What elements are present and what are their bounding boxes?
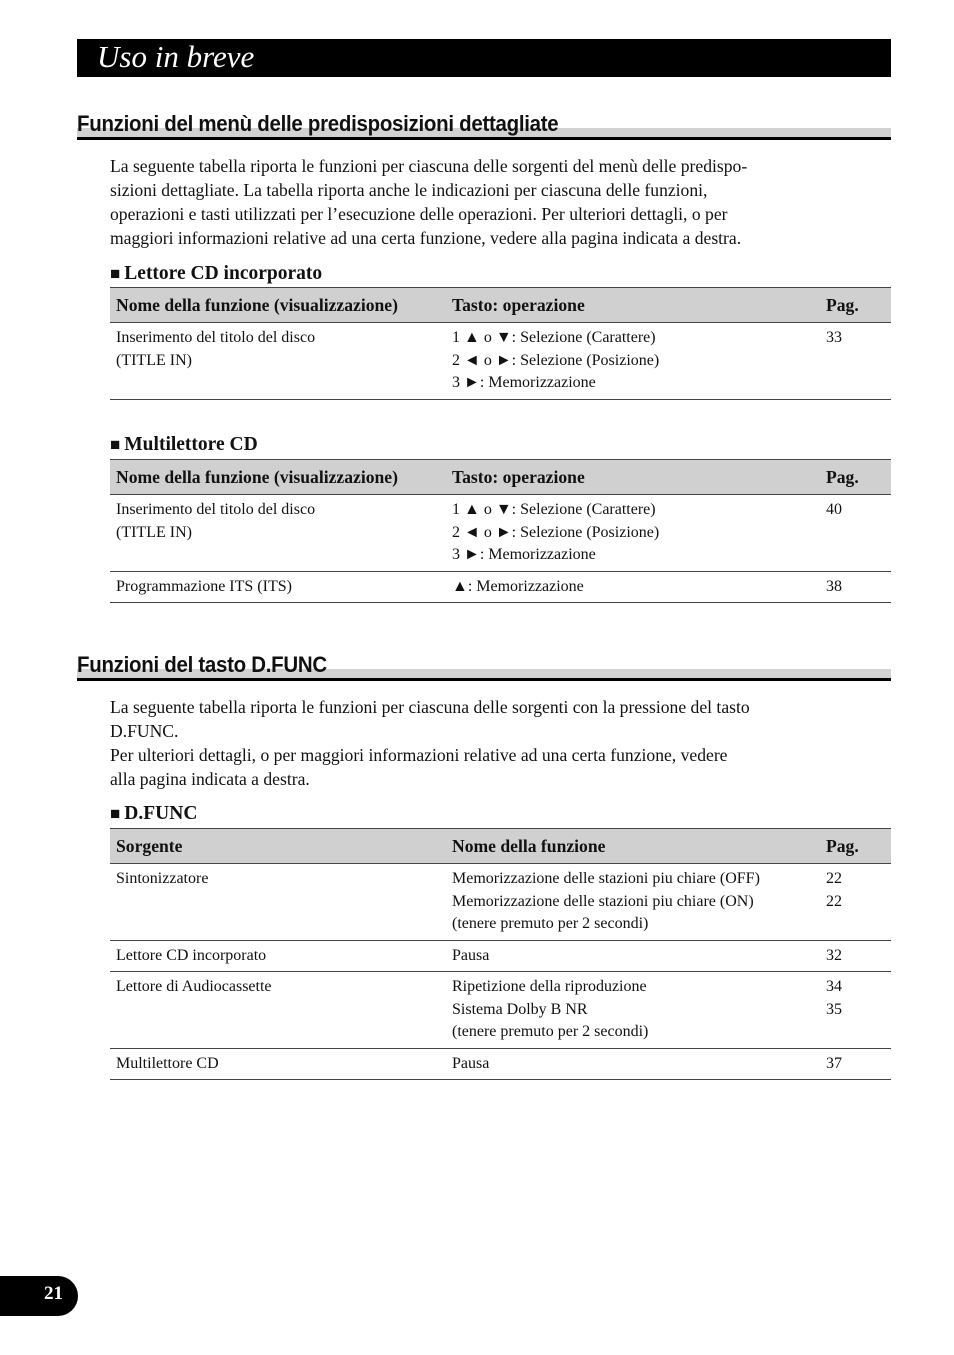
function-name-cell [446,864,820,941]
cell-line: Memorizzazione delle stazioni piu chiare (OFF) [452,870,760,887]
cell-line: 3 ►: Memorizzazione [452,546,596,563]
intro-line: maggiori informazioni relative ad una certa funzione, vedere alla pagina indicata a destra. [110,228,742,248]
cell-line: Multilettore CD [116,1054,219,1072]
source-cell [110,864,446,941]
chapter-banner [77,39,891,77]
subheading-multi-cd [110,433,258,457]
square-bullet-icon: ■ [110,435,121,454]
column-header: Pag. [820,288,891,323]
cell-line: Inserimento del titolo del disco [116,501,316,518]
cell-line: 35 [826,1000,842,1018]
function-name-cell [110,571,446,603]
table-header-row [110,288,891,323]
page-cell [820,495,891,572]
column-header: Nome della funzione [446,829,820,864]
chapter-title: Uso in breve [97,39,255,74]
section2-intro [110,695,870,791]
column-header: Nome della funzione (visualizzazione) [110,460,446,495]
section-title: Funzioni del menù delle predisposizioni dettagliate [77,111,559,136]
cell-line: (tenere premuto per 2 secondi) [452,915,649,932]
table-row [110,972,891,1049]
table-row [110,323,891,400]
cell-line: 37 [826,1054,842,1072]
cell-line: Pausa [452,946,490,964]
subheading-builtin-cd [110,262,322,286]
cell-line: Lettore CD incorporato [116,946,267,964]
subheading-text: Lettore CD incorporato [124,263,323,284]
cell-line: 2 ◄ o ►: Selezione (Posizione) [452,523,660,541]
operation-cell [446,323,820,400]
cell-line: Programmazione ITS (ITS) [116,577,292,595]
cell-line: (TITLE IN) [116,351,192,369]
page-cell [820,864,891,941]
page-cell [820,972,891,1049]
cell-line: 22 [826,892,842,910]
section-heading-detailed-settings [77,111,891,145]
source-cell [110,940,446,972]
square-bullet-icon: ■ [110,804,121,823]
page-cell [820,940,891,972]
cell-line: ▲: Memorizzazione [452,577,584,595]
table-multi-cd [110,459,891,603]
function-name-cell [446,972,820,1049]
table-row [110,571,891,603]
column-header: Sorgente [110,829,446,864]
intro-line: sizioni dettagliate. La tabella riporta anche le indicazioni per ciascuna delle funzioni, [110,180,708,200]
section-title: Funzioni del tasto D.FUNC [77,652,327,677]
section-heading-dfunc [77,652,891,686]
page-cell [820,1048,891,1080]
cell-line: 32 [826,946,842,964]
intro-line: La seguente tabella riporta le funzioni per ciascuna delle sorgenti del menù delle predispo- [110,156,748,176]
intro-line: Per ulteriori dettagli, o per maggiori informazioni relative ad una certa funzione, vedere [110,745,728,765]
source-cell [110,1048,446,1080]
subheading-text: Multilettore CD [124,434,258,455]
function-name-cell [446,1048,820,1080]
page-number: 21 [44,1283,63,1304]
subheading-dfunc [110,802,197,826]
cell-line: Memorizzazione delle stazioni piu chiare (ON) [452,892,754,910]
cell-line: 3 ►: Memorizzazione [452,374,596,391]
column-header: Pag. [820,460,891,495]
intro-line: D.FUNC. [110,721,179,741]
cell-line: 2 ◄ o ►: Selezione (Posizione) [452,351,660,369]
intro-line: operazioni e tasti utilizzati per l’esecuzione delle operazioni. Per ulteriori dettagli, o per [110,204,728,224]
cell-line: (tenere premuto per 2 secondi) [452,1023,649,1040]
cell-line: Inserimento del titolo del disco [116,329,316,346]
operation-cell [446,495,820,572]
square-bullet-icon: ■ [110,264,121,283]
table-row [110,495,891,572]
column-header: Nome della funzione (visualizzazione) [110,288,446,323]
function-name-cell [110,495,446,572]
column-header: Tasto: operazione [446,460,820,495]
table-dfunc [110,828,891,1080]
section1-intro [110,154,870,250]
cell-line: Ripetizione della riproduzione [452,978,647,995]
cell-line: 1 ▲ o ▼: Selezione (Carattere) [452,329,656,346]
intro-line: alla pagina indicata a destra. [110,769,310,789]
subheading-text: D.FUNC [124,803,198,824]
table-builtin-cd [110,287,891,400]
page-number-badge [0,1276,78,1316]
table-header-row [110,460,891,495]
cell-line: 34 [826,978,842,995]
cell-line: Sistema Dolby B NR [452,1000,588,1018]
page-cell [820,571,891,603]
intro-line: La seguente tabella riporta le funzioni per ciascuna delle sorgenti con la pressione del tasto [110,697,750,717]
cell-line: Sintonizzatore [116,870,209,887]
page-cell [820,323,891,400]
table-row [110,1048,891,1080]
table-row [110,864,891,941]
column-header: Pag. [820,829,891,864]
table-header-row [110,829,891,864]
operation-cell [446,571,820,603]
column-header: Tasto: operazione [446,288,820,323]
source-cell [110,972,446,1049]
cell-line: 40 [826,501,842,518]
function-name-cell [446,940,820,972]
cell-line: 33 [826,329,842,346]
cell-line: (TITLE IN) [116,523,192,541]
cell-line: 22 [826,870,842,887]
cell-line: Pausa [452,1054,490,1072]
cell-line: Lettore di Audiocassette [116,978,272,995]
cell-line: 38 [826,577,842,595]
function-name-cell [110,323,446,400]
table-row [110,940,891,972]
cell-line: 1 ▲ o ▼: Selezione (Carattere) [452,501,656,518]
